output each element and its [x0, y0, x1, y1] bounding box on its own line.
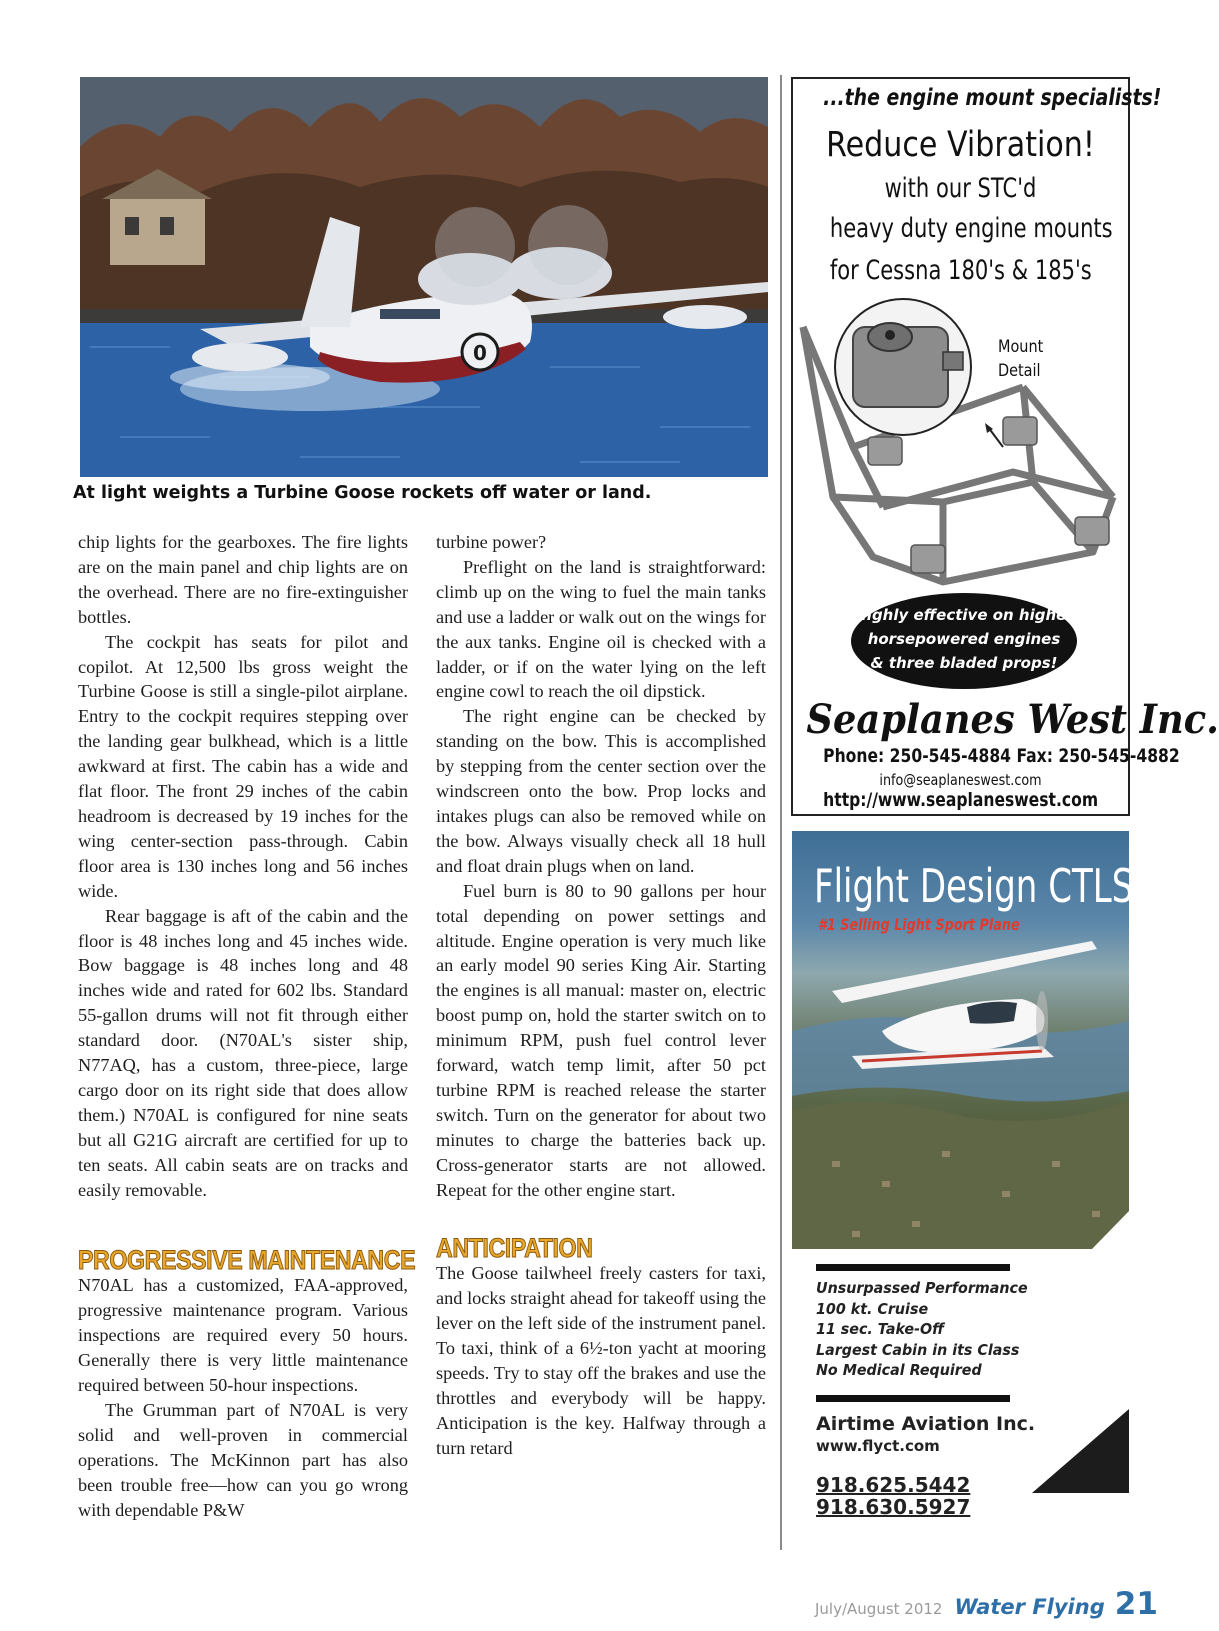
ad-subtitle: #1 Selling Light Sport Plane: [818, 915, 1020, 934]
phone-number[interactable]: 918.625.5442: [816, 1473, 971, 1497]
paragraph: The right engine can be checked by standing on the bow. This is accomplished by stepping from the center section over the windscreen onto the bow. Prop locks and intakes plugs can also be removed while on the bow. Always visually check all 18 hull and float drain plugs when on land.: [436, 706, 766, 876]
phone-number[interactable]: 918.630.5927: [816, 1495, 971, 1519]
paragraph: Preflight on the land is straightforward: climb up on the wing to fuel the main tanks and use a ladder or walk out on the wings for the aux tanks. Engine oil is checked with a ladder, or if on the water lying on the left engine cowl to reach the oil dipstick.: [436, 556, 766, 702]
contact-url[interactable]: http://www.seaplaneswest.com: [823, 789, 1099, 811]
column-divider: [780, 75, 782, 1550]
ad-line: heavy duty engine mounts: [829, 213, 1113, 244]
ad-headline: Reduce Vibration!: [826, 125, 1095, 165]
paragraph: Fuel burn is 80 to 90 gallons per hour total depending on power settings and altitude. Engine operation is very much like an early model 90 series King Air. Starting the engines is all manual: master on, electric boost pump on, hold the starter switch on to minimum RPM, push fuel control lever forward, watch temp limit, after 50 pct turbine RPM is reached release the starter switch. Turn on the generator for about two minutes to charge the batteries back up. Cross-generator starts are not allowed. Repeat for the other engine start.: [436, 880, 766, 1200]
paragraph: Rear baggage is aft of the cabin and the floor is 48 inches long and 45 inches wide. Bow baggage is 48 inches long and 48 inches wide and rated for 602 lbs. Standard 55-gallon drums will not fit through either standard door. (N70AL's sister ship, N77AQ, has a custom, three-piece, large cargo door on its right side that does allow them.) N70AL is configured for nine seats but all G21G aircraft are certified for up to ten seats. All cabin seats are on tracks and easily removable.: [78, 905, 408, 1200]
oval-line: & three bladed props!: [870, 654, 1058, 672]
section-heading: ANTICIPATION: [436, 1233, 593, 1264]
contact-email[interactable]: info@seaplaneswest.com: [879, 771, 1042, 789]
paragraph: N70AL has a customized, FAA-approved, progressive maintenance program. Various inspections are required every 50 hours. Generally there is very little maintenance required between 50-hour inspections.: [78, 1275, 408, 1395]
feature-item: No Medical Required: [816, 1361, 982, 1379]
feature-item: 11 sec. Take-Off: [816, 1320, 945, 1338]
photo-caption: At light weights a Turbine Goose rockets off water or land.: [73, 483, 652, 503]
oval-line: Highly effective on higher: [854, 606, 1074, 624]
article-column-1: [78, 530, 416, 1522]
seaplanes-west-ad[interactable]: [791, 77, 1219, 816]
divider-bar: [816, 1264, 1010, 1271]
photo-illustration: [80, 77, 768, 477]
ad-line: for Cessna 180's & 185's: [829, 255, 1092, 286]
company-logo: Seaplanes West Inc.: [806, 696, 1219, 743]
contact-phone: Phone: 250-545-4884 Fax: 250-545-4882: [823, 745, 1180, 767]
engine-mount-illustration: [793, 297, 1128, 587]
ad-tagline: ...the engine mount specialists!: [823, 85, 1162, 111]
turbine-goose-photo: [80, 77, 768, 477]
callout-line: Mount: [998, 337, 1044, 357]
article-column-2: [436, 530, 766, 1461]
callout-line: Detail: [998, 361, 1041, 381]
hull-number: 0: [473, 341, 487, 365]
page-footer: [815, 1586, 1158, 1622]
paragraph: The cockpit has seats for pilot and copilot. At 12,500 lbs gross weight the Turbine Goose is still a single-pilot airplane. Entry to the cockpit requires stepping over the landing gear bulkhead, which is a little awkward at first. The cabin has a wide and flat floor. The front 29 inches of the cabin headroom is decreased by 19 inches for the wing center-section pass-through. Cabin floor area is 130 inches long and 56 inches wide.: [78, 631, 408, 901]
paragraph: chip lights for the gearboxes. The fire lights are on the main panel and chip lights are on the overhead. There are no fire-extinguisher bottles.: [78, 532, 408, 627]
magazine-name: Water Flying: [954, 1595, 1105, 1619]
section-heading: PROGRESSIVE MAINTENANCE: [78, 1245, 416, 1276]
page-number: 21: [1114, 1586, 1158, 1622]
mount-detail-label: [998, 335, 1043, 383]
ad-line: with our STC'd: [884, 173, 1037, 204]
company-name: Airtime Aviation Inc.: [816, 1413, 1036, 1435]
ad-title: Flight Design CTLS: [814, 859, 1134, 913]
feature-item: Unsurpassed Performance: [816, 1279, 1028, 1297]
divider-bar: [816, 1395, 1010, 1402]
paragraph: turbine power?: [436, 532, 547, 552]
issue-date: July/August 2012: [815, 1600, 943, 1618]
paragraph: The Goose tailwheel freely casters for taxi, and locks straight ahead for takeoff using the lever on the left side of the instrument panel. To taxi, think of a 6½-ton yacht at mooring speeds. Try to stay off the brakes and use the throttles and everybody will be happy. Anticipation is the key. Halfway through a turn retard: [436, 1263, 766, 1458]
paragraph: The Grumman part of N70AL is very solid and well-proven in commercial operations. The McKinnon part has also been trouble free—how can you go wrong with dependable P&W: [78, 1399, 408, 1520]
ad-oval-badge: [851, 593, 1077, 689]
company-website[interactable]: www.flyct.com: [816, 1437, 940, 1455]
feature-list: [816, 1278, 1028, 1381]
flight-design-ad[interactable]: [792, 831, 1134, 1535]
feature-item: 100 kt. Cruise: [816, 1299, 929, 1318]
oval-line: horsepowered engines: [867, 630, 1061, 648]
feature-item: Largest Cabin in its Class: [816, 1340, 1020, 1359]
